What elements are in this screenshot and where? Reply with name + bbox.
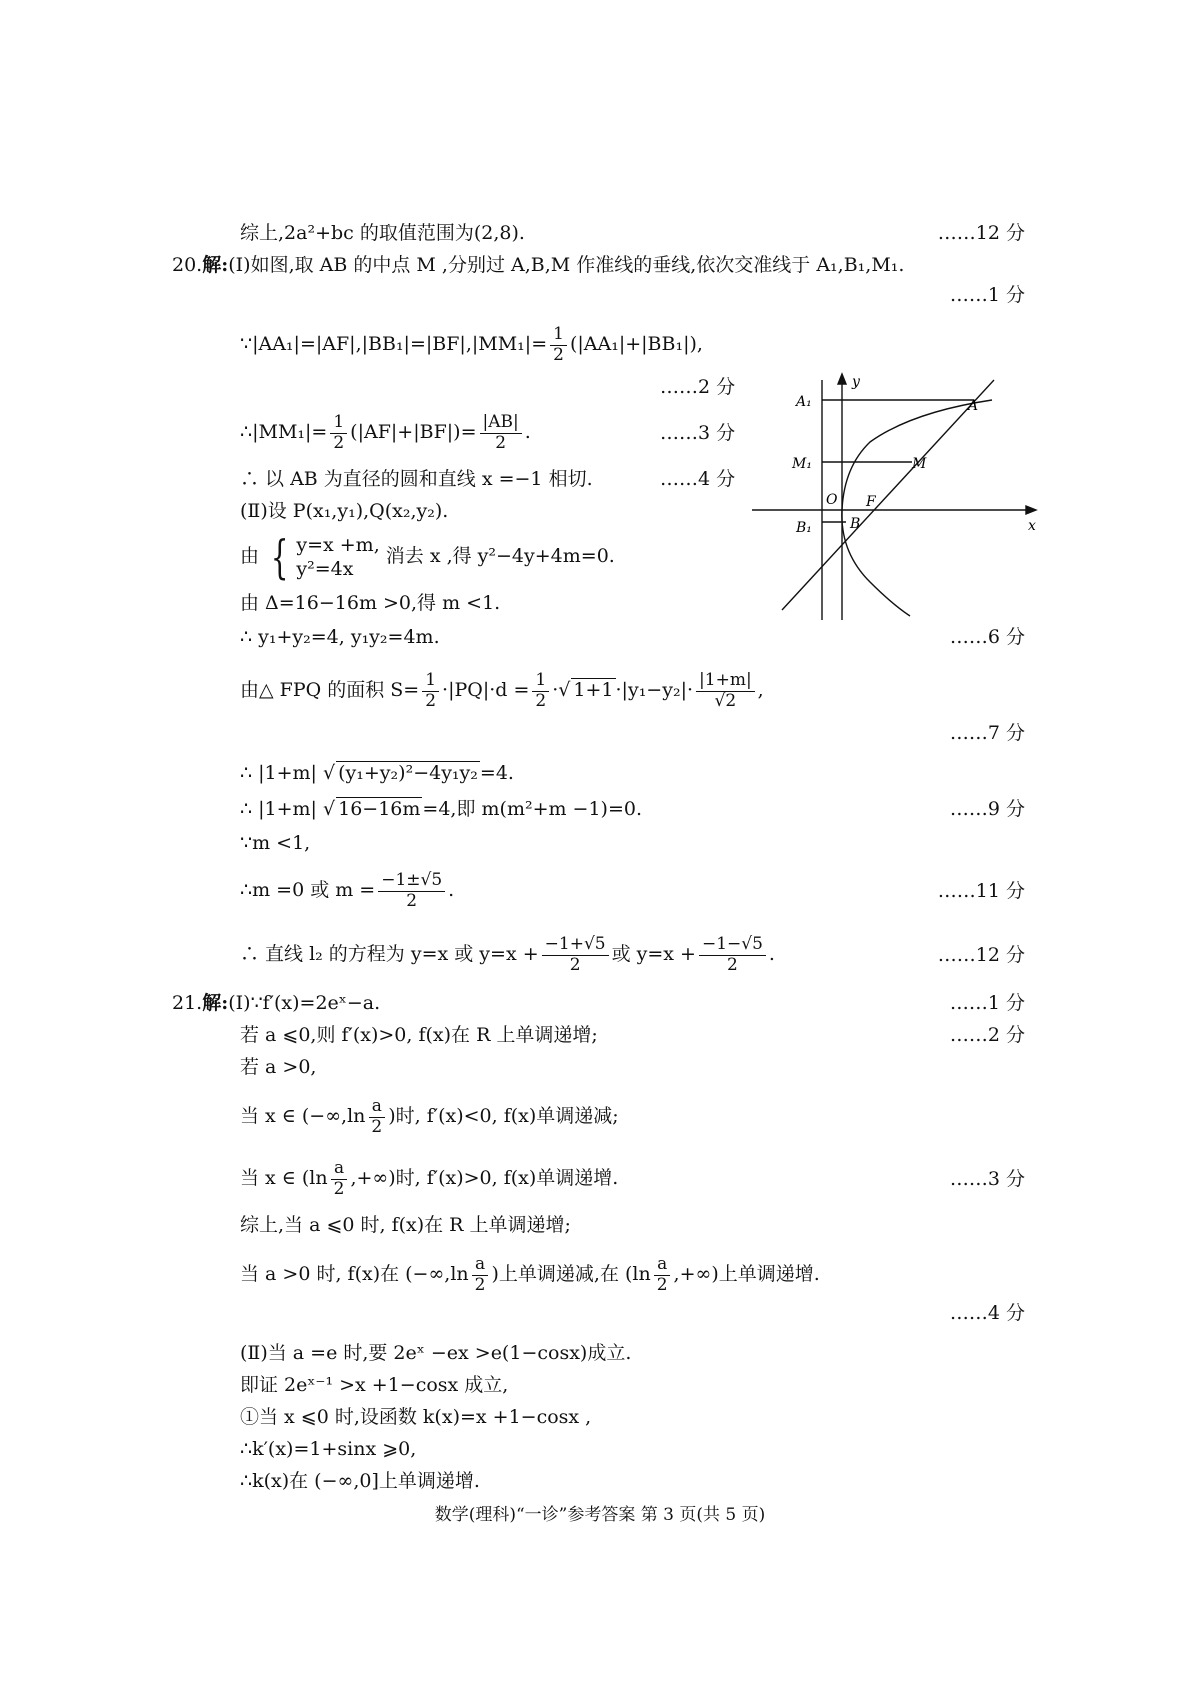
text-span: 或 y=x + (611, 943, 696, 965)
text-span: ∵|AA₁|=|AF|,|BB₁|=|BF|,|MM₁|= (240, 333, 548, 355)
question-20-intro (172, 252, 904, 278)
fraction (699, 935, 766, 975)
text-line: ①当 x ⩽0 时,设函数 k(x)=x +1−cosx , (240, 1406, 592, 1428)
text-span: (|AF|+|BF|)= (350, 421, 477, 443)
denominator: 2 (333, 1178, 345, 1199)
denominator: 2 (495, 432, 507, 453)
denominator: 2 (535, 690, 547, 711)
text-line: 由 Δ=16−16m >0,得 m <1. (240, 592, 501, 614)
numerator: 1 (532, 671, 549, 692)
equation-line (240, 1152, 618, 1204)
numerator: −1±√5 (378, 871, 445, 892)
text-span: . (524, 421, 531, 443)
text-line: (Ⅱ)当 a =e 时,要 2eˣ −ex >e(1−cosx)成立. (240, 1342, 632, 1364)
denominator: 2 (474, 1274, 486, 1295)
text-line: ∴k(x)在 (−∞,0]上单调递增. (240, 1470, 480, 1492)
score-mark: ……9 分 (949, 798, 1025, 820)
radicand: 16−16m (338, 798, 421, 820)
score-mark: ……3 分 (949, 1168, 1025, 1190)
denominator: √2 (714, 690, 737, 711)
text-line: 即证 2eˣ⁻¹ >x +1−cosx 成立, (240, 1374, 509, 1396)
parabola-curve (842, 400, 992, 616)
equation-line: ∴ |1+m| √ 16−16m =4,即 m(m²+m −1)=0. (240, 798, 643, 820)
text-line: (Ⅱ)设 P(x₁,y₁),Q(x₂,y₂). (240, 500, 449, 522)
text-span: · (552, 679, 559, 701)
score-mark: ……12 分 (937, 222, 1025, 244)
denominator: 2 (333, 432, 345, 453)
text-span: 当 x ∈ (−∞,ln (240, 1105, 366, 1127)
equation-line (240, 408, 531, 456)
score-mark: ……4 分 (660, 468, 736, 490)
text-span: )上单调递减,在 (ln (491, 1263, 651, 1285)
score-mark: ……3 分 (660, 422, 736, 444)
point-label-m1: M₁ (792, 456, 812, 472)
numerator: −1−√5 (699, 935, 766, 956)
text-span: ∴ |1+m| (240, 798, 317, 820)
numerator: |1+m| (696, 671, 755, 692)
fraction (532, 671, 549, 711)
text-span: (|AA₁|+|BB₁|), (569, 333, 703, 355)
solution-label: 解: (202, 992, 229, 1014)
text-line: ∴k′(x)=1+sinx ⩾0, (240, 1438, 417, 1460)
score-mark: ……2 分 (949, 1024, 1025, 1046)
text-span: ∴|MM₁|= (240, 421, 328, 443)
axis-label-x: x (1028, 518, 1036, 534)
point-label-b: B (850, 516, 861, 532)
text-line: ∴ y₁+y₂=4, y₁y₂=4m. (240, 626, 440, 648)
text-line: (Ⅰ)如图,取 AB 的中点 M ,分别过 A,B,M 作准线的垂线,依次交准线于 A₁,B₁,M₁. (228, 254, 905, 276)
summary-line: 综上,2a²+bc 的取值范围为(2,8). (240, 222, 525, 244)
denominator: 2 (727, 954, 738, 975)
text-span: )时, f′(x)<0, f(x)单调递减; (388, 1105, 619, 1127)
score-mark: ……7 分 (949, 722, 1025, 744)
axis-label-y: y (852, 374, 860, 390)
denominator: 2 (553, 344, 564, 365)
fraction (542, 935, 609, 975)
system-row: y²=4x (296, 558, 354, 580)
system-line (240, 530, 615, 582)
question-number: 21. (172, 992, 203, 1014)
text-line: 综上,当 a ⩽0 时, f(x)在 R 上单调递增; (240, 1214, 571, 1236)
numerator: a (654, 1255, 670, 1276)
denominator: 2 (569, 954, 581, 975)
equation-line (240, 864, 454, 916)
system-row: y=x +m, (296, 534, 380, 556)
numerator: a (472, 1255, 488, 1276)
radicand: 1+1 (573, 679, 614, 701)
score-mark: ……1 分 (949, 992, 1025, 1014)
radicand: (y₁+y₂)²−4y₁y₂ (338, 762, 478, 784)
text-span: . (768, 943, 775, 965)
score-mark: ……1 分 (949, 284, 1025, 306)
text-span: ,+∞)时, f′(x)>0, f(x)单调递增. (350, 1167, 619, 1189)
equation-line: ∴ |1+m| √ (y₁+y₂)²−4y₁y₂ =4. (240, 762, 514, 784)
equation-line (240, 1248, 820, 1300)
text-span: 由 (240, 545, 260, 567)
text-span: 当 x ∈ (ln (240, 1167, 328, 1189)
numerator: −1+√5 (542, 935, 609, 956)
text-span: . (448, 879, 455, 901)
text-line: ∴ 以 AB 为直径的圆和直线 x =−1 相切. (240, 468, 593, 490)
fraction (696, 671, 755, 711)
equation-line: 由△ FPQ 的面积 S= $\frac{1}{2}$ ·|PQ|·d = $\frac{1}{2}$ ·√ 1+1 ·|y₁−y₂|· $\frac{|1+m|}{√2}$ , (240, 669, 764, 711)
text-span: ∴ 直线 l₂ 的方程为 y=x 或 y=x + (240, 943, 539, 965)
numerator: |AB| (480, 413, 522, 434)
text-span: 当 a >0 时, f(x)在 (−∞,ln (240, 1263, 469, 1285)
denominator: 2 (656, 1274, 668, 1295)
fraction (654, 1255, 671, 1295)
text-line: 若 a ⩽0,则 f′(x)>0, f(x)在 R 上单调递增; (240, 1024, 598, 1046)
text-span: =4. (479, 762, 514, 784)
denominator: 2 (425, 690, 437, 711)
score-mark: ……2 分 (660, 376, 736, 398)
fraction (378, 871, 445, 911)
question-number: 20. (172, 254, 203, 276)
equation-line (240, 320, 703, 368)
text-line: (Ⅰ)∵f′(x)=2eˣ−a. (228, 992, 381, 1014)
brace-icon: { (270, 530, 289, 584)
chord-line (782, 380, 994, 610)
solution-label: 解: (202, 254, 229, 276)
denominator: 2 (371, 1116, 383, 1137)
numerator: 1 (422, 671, 439, 692)
text-span: ∴ |1+m| (240, 762, 317, 784)
text-span: ∴m =0 或 m = (240, 879, 376, 901)
text-span: ,+∞)上单调递增. (673, 1263, 820, 1285)
text-span: 由△ FPQ 的面积 S= (240, 679, 420, 701)
equation-line (240, 1090, 619, 1142)
point-label-a1: A₁ (796, 394, 812, 410)
point-label-b1: B₁ (796, 520, 812, 536)
fraction (480, 413, 522, 453)
fraction (422, 671, 439, 711)
fraction (472, 1255, 489, 1295)
x-axis-arrow-icon (1026, 506, 1036, 514)
numerator: a (369, 1097, 385, 1118)
parabola-figure (752, 372, 1042, 622)
text-span: , (757, 679, 764, 701)
denominator: 2 (406, 890, 418, 911)
score-mark: ……4 分 (949, 1302, 1025, 1324)
question-21-intro (172, 990, 380, 1016)
equation-line (240, 928, 775, 980)
fraction (330, 413, 347, 453)
fraction (550, 325, 567, 365)
text-span: ·|y₁−y₂|· (615, 679, 694, 701)
point-label-o: O (826, 492, 838, 508)
numerator: 1 (330, 413, 347, 434)
numerator: 1 (550, 325, 567, 346)
page-footer: 数学(理科)“一诊”参考答案 第 3 页(共 5 页) (434, 1505, 766, 1525)
point-label-f: F (866, 494, 876, 510)
text-span: 消去 x ,得 y²−4y+4m=0. (385, 545, 615, 567)
equation-system (265, 530, 380, 584)
y-axis-arrow-icon (838, 374, 846, 384)
text-span: =4,即 m(m²+m −1)=0. (422, 798, 643, 820)
fraction (331, 1159, 348, 1199)
text-span: ·|PQ|·d = (442, 679, 530, 701)
score-mark: ……11 分 (937, 880, 1025, 902)
text-line: 若 a >0, (240, 1056, 317, 1078)
point-label-a: A (968, 398, 979, 414)
score-mark: ……6 分 (949, 626, 1025, 648)
text-line: ∵m <1, (240, 832, 311, 854)
fraction (368, 1097, 385, 1137)
point-label-m: M (912, 456, 927, 472)
numerator: a (331, 1159, 347, 1180)
score-mark: ……12 分 (937, 944, 1025, 966)
